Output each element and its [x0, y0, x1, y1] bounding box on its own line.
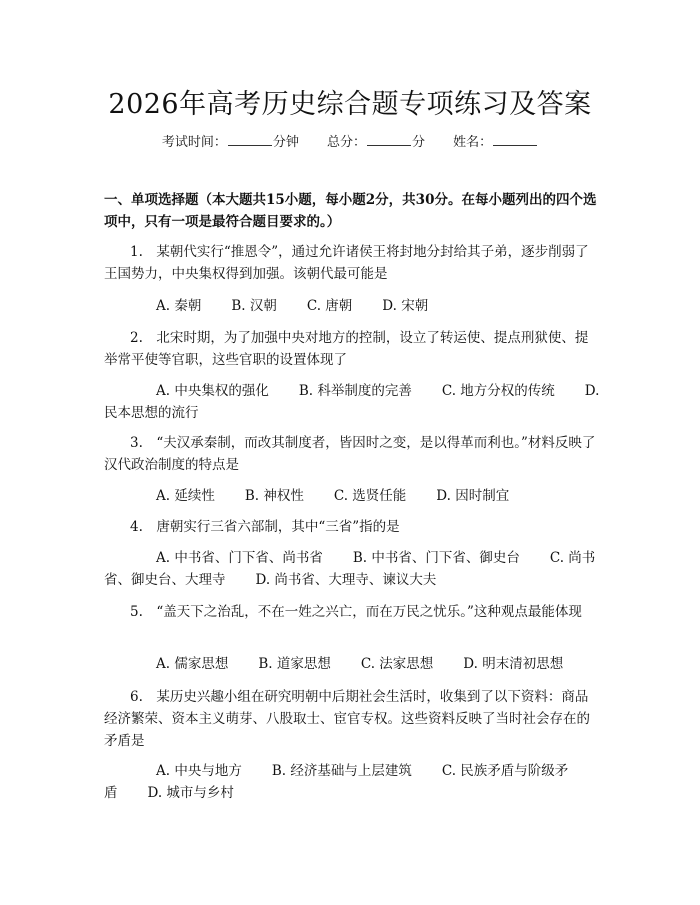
option-d: D. 尚书省、大理寺、谏议大夫: [255, 572, 437, 588]
option-b: B. 神权性: [244, 488, 304, 504]
total-score-blank: [367, 134, 411, 146]
total-score-field: [327, 135, 425, 150]
question-options: [104, 380, 600, 424]
option-d: D. 明末清初思想: [463, 656, 564, 672]
student-name-blank: [493, 134, 537, 146]
question-stem: 6. 某历史兴趣小组在研究明朝中后期社会生活时，收集到了以下资料：商品经济繁荣、资本主义萌芽、八股取士、宦官专权。这些资料反映了当时社会存在的矛盾是: [104, 689, 590, 749]
option-c: C. 民族矛盾与阶级矛盾: [104, 763, 569, 801]
option-b: B. 汉朝: [231, 298, 277, 314]
option-d: D. 城市与乡村: [147, 785, 234, 801]
question-options: [104, 653, 600, 675]
student-name-label: 姓名：: [453, 135, 493, 150]
question-options: [104, 295, 600, 317]
option-a: A. 秦朝: [156, 298, 202, 314]
page-title: 2026年高考历史综合题专项练习及答案: [108, 89, 592, 120]
option-a: A. 中央与地方: [156, 763, 242, 779]
option-b: B. 中书省、门下省、御史台: [352, 550, 520, 566]
option-c: C. 地方分权的传统: [441, 383, 555, 399]
option-a: A. 儒家思想: [156, 656, 229, 672]
question-stem: 5. “盖天下之治乱，不在一姓之兴亡，而在万民之忧乐。”这种观点最能体现: [130, 604, 582, 620]
option-b: B. 经济基础与上层建筑: [271, 763, 412, 779]
option-c: C. 法家思想: [360, 656, 434, 672]
question-stem: 2. 北宋时期，为了加强中央对地方的控制，设立了转运使、提点刑狱使、提举常平使等官职，这些官职的设置体现了: [104, 330, 589, 368]
option-d: D. 民本思想的流行: [104, 383, 600, 421]
section-heading: 一、单项选择题（本大题共15小题，每小题2分，共30分。在每小题列出的四个选项中，只有一项是最符合题目要求的。）: [104, 192, 597, 230]
option-d: D. 因时制宜: [436, 488, 510, 504]
option-c: C. 唐朝: [306, 298, 353, 314]
question-stem: 4. 唐朝实行三省六部制，其中“三省”指的是: [130, 519, 400, 535]
option-b: B. 道家思想: [258, 656, 331, 672]
option-c: C. 尚书省、御史台、大理寺: [104, 550, 596, 588]
exam-info-line: [0, 131, 700, 150]
total-score-label: 总分：: [326, 135, 366, 150]
exam-time-unit: 分钟: [272, 135, 299, 150]
question-options: [104, 485, 600, 507]
question-stem: 3. “夫汉承秦制，而改其制度者，皆因时之变，是以得革而利也。”材料反映了汉代政治制度的特点是: [104, 435, 596, 473]
option-a: A. 延续性: [156, 488, 215, 504]
question-stem: 1. 某朝代实行“推恩令”，通过允许诸侯王将封地分封给其子弟，逐步削弱了王国势力，中央集权得到加强。该朝代最可能是: [104, 244, 589, 282]
option-b: B. 科举制度的完善: [298, 383, 412, 399]
option-c: C. 选贤任能: [333, 488, 407, 504]
student-name-field: [453, 135, 538, 150]
total-score-unit: 分: [412, 135, 426, 150]
option-a: A. 中央集权的强化: [156, 383, 269, 399]
question-options: [104, 547, 600, 591]
exam-time-label: 考试时间：: [161, 135, 227, 150]
option-a: A. 中书省、门下省、尚书省: [156, 550, 323, 566]
exam-time-blank: [228, 134, 272, 146]
question-options: [104, 760, 600, 804]
exam-time-field: [162, 135, 299, 150]
option-d: D. 宋朝: [382, 298, 429, 314]
